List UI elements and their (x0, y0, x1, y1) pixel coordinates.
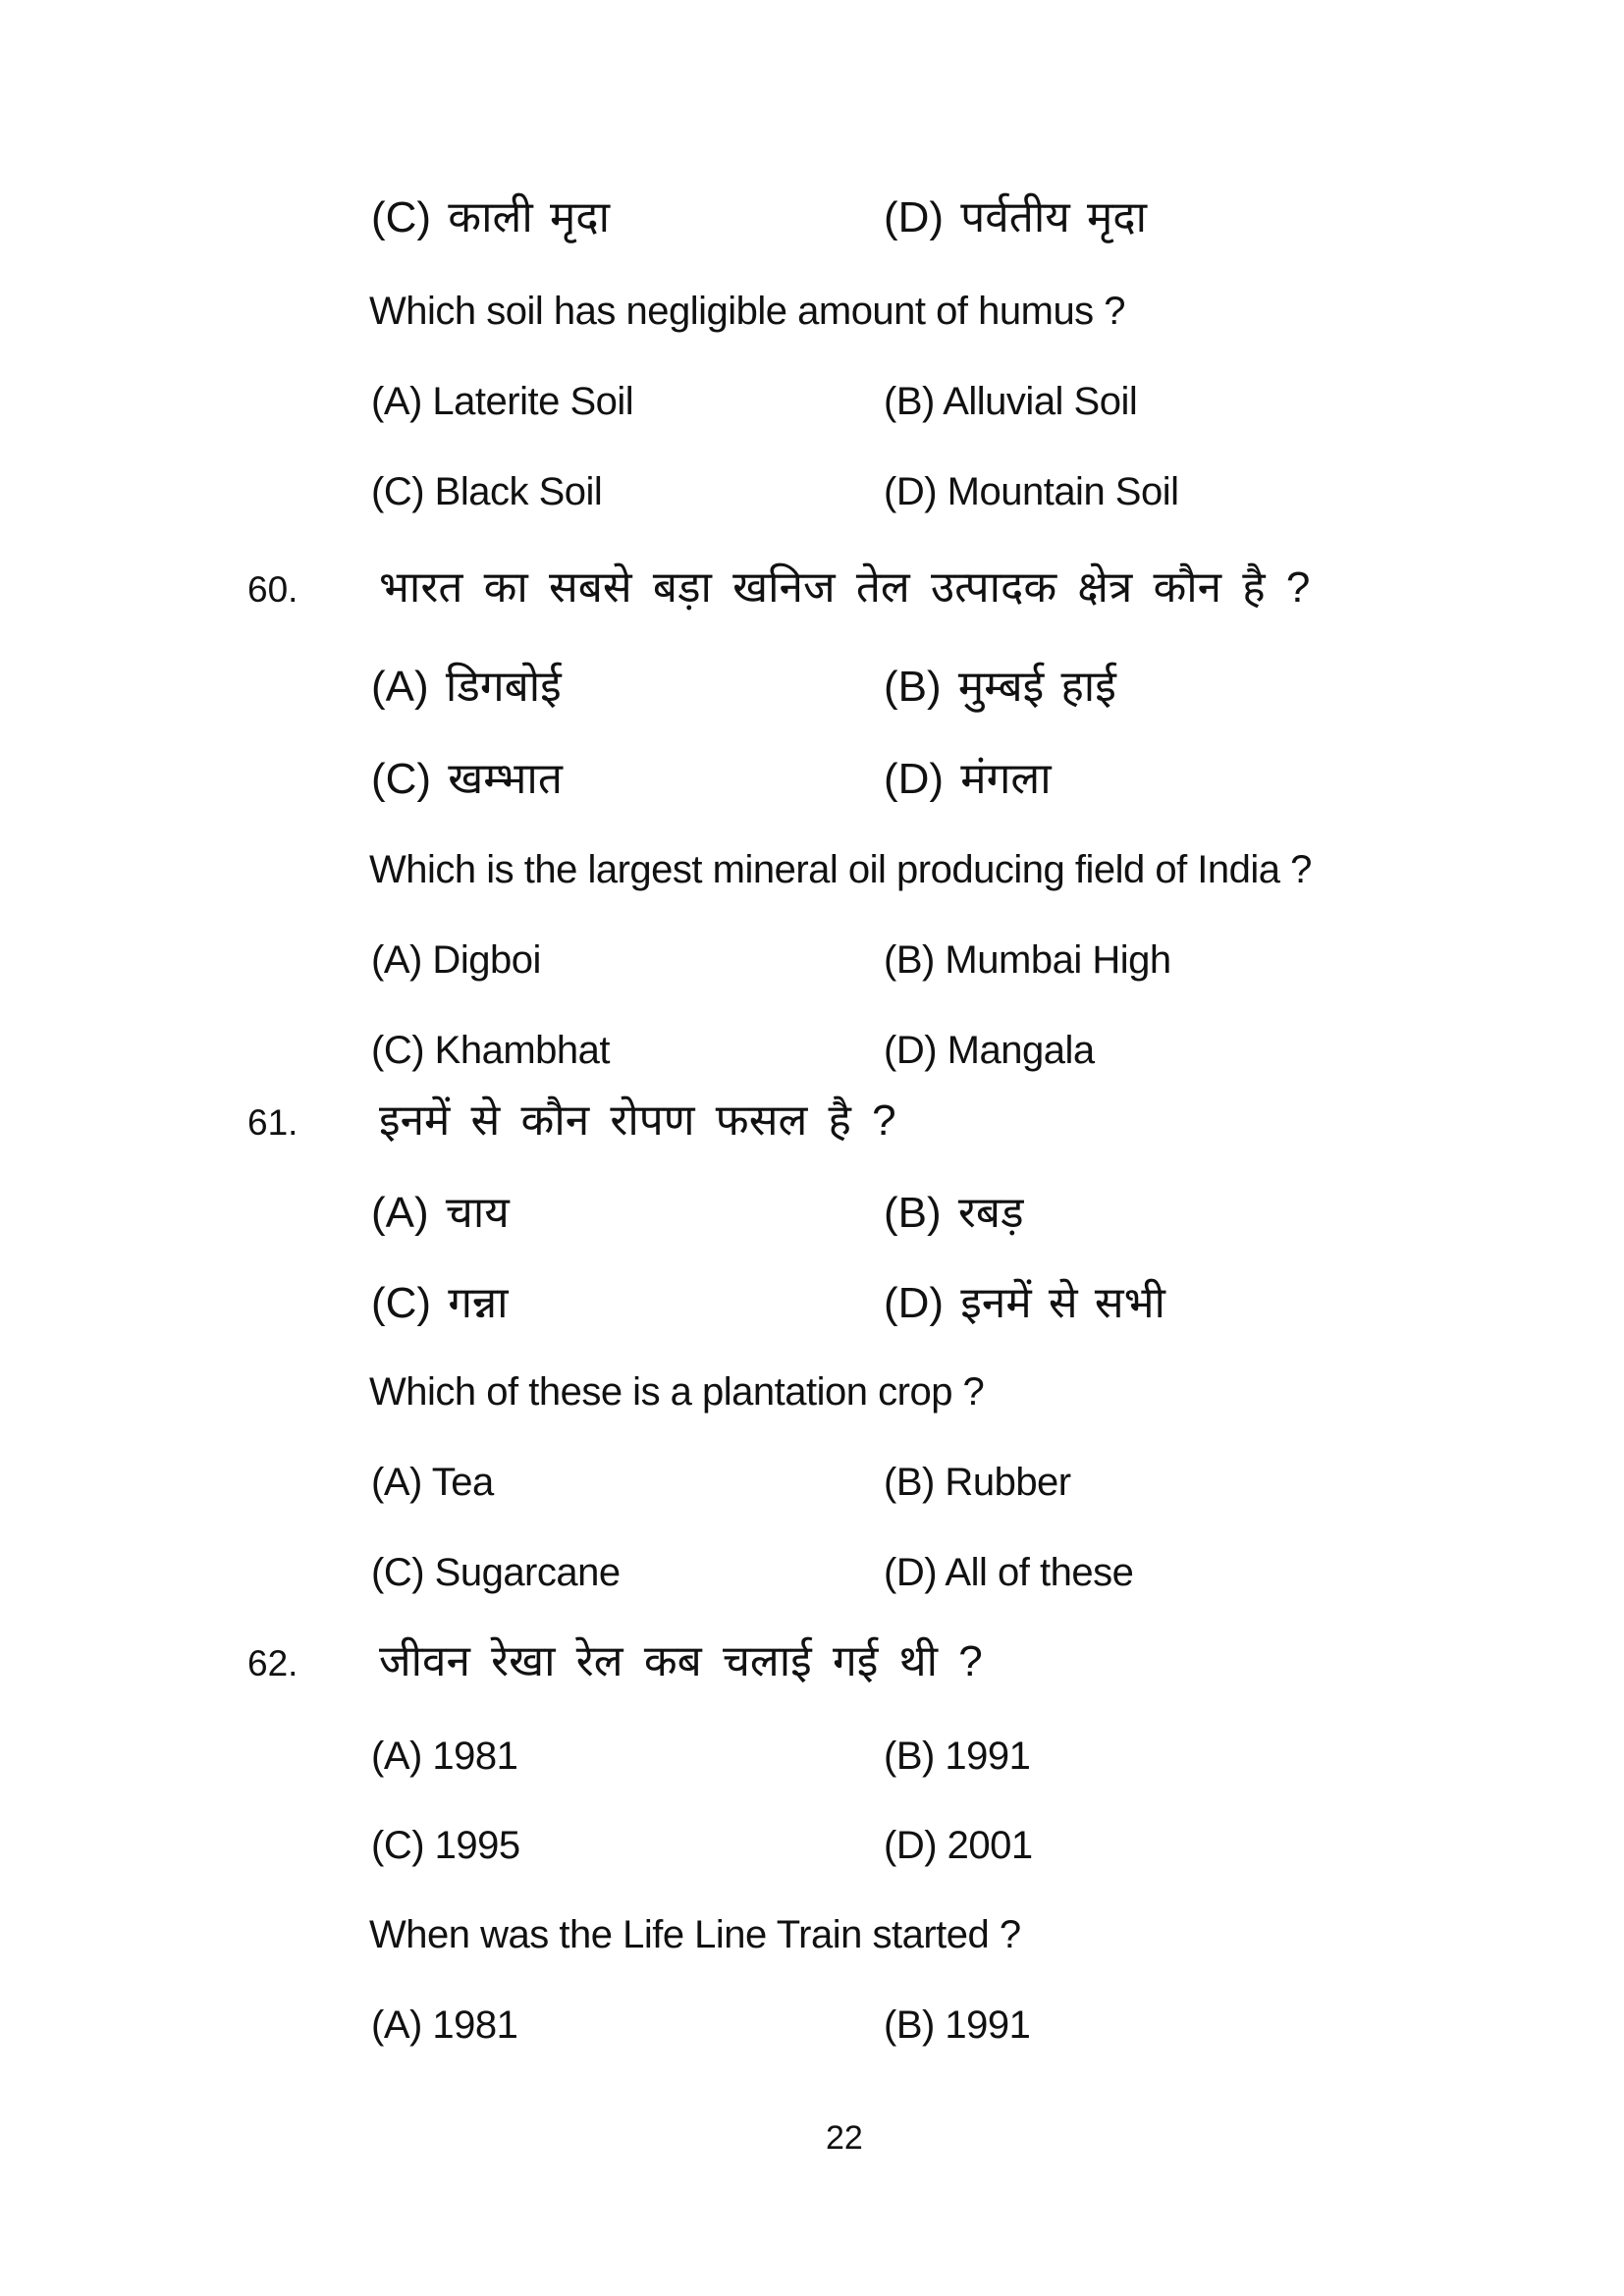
q61-english-options-cd-row (0, 1550, 1624, 1619)
q61-hindi-options-ab-row (0, 1189, 1624, 1257)
q62-option-a: (A) 1981 (371, 1735, 518, 1778)
q60-option-b-english: (B) Mumbai High (884, 938, 1171, 982)
q62-options-ab-row (0, 1734, 1624, 1802)
q62-option-b: (B) 1991 (884, 1735, 1031, 1778)
q62-english-question-row (0, 1912, 1624, 1981)
q62-hindi-question-row (0, 1637, 1624, 1706)
q61-hindi-options-cd-row (0, 1279, 1624, 1348)
q61-english-options-ab-row (0, 1460, 1624, 1528)
q61-question-english: Which of these is a plantation crop ? (369, 1370, 985, 1414)
q59-option-b-english: (B) Alluvial Soil (884, 380, 1138, 423)
q59-option-c-hindi: (C) काली मृदा (371, 193, 611, 241)
q62-number: 62. (247, 1643, 298, 1683)
q60-option-b-hindi: (B) मुम्बई हाई (884, 663, 1116, 711)
q62-option-c: (C) 1995 (371, 1824, 520, 1867)
q60-option-d-hindi: (D) मंगला (884, 755, 1052, 803)
q59-option-d-english: (D) Mountain Soil (884, 470, 1179, 513)
q60-question-hindi: भारत का सबसे बड़ा खनिज तेल उत्पादक क्षेत्र कौन है ? (379, 563, 1311, 612)
q62-option-b-english: (B) 1991 (884, 2003, 1031, 2047)
q60-hindi-question-row (0, 563, 1624, 632)
q61-number: 61. (247, 1102, 298, 1143)
q59-option-d-hindi: (D) पर्वतीय मृदा (884, 193, 1148, 241)
q61-option-c-english: (C) Sugarcane (371, 1551, 621, 1594)
q60-hindi-options-ab-row (0, 663, 1624, 731)
q61-question-hindi: इनमें से कौन रोपण फसल है ? (379, 1096, 896, 1145)
q60-option-a-english: (A) Digboi (371, 938, 541, 982)
q59-english-options-cd-row (0, 469, 1624, 538)
q61-option-a-english: (A) Tea (371, 1461, 494, 1504)
q60-question-english: Which is the largest mineral oil producing field of India ? (369, 848, 1312, 891)
q62-question-hindi: जीवन रेखा रेल कब चलाई गई थी ? (379, 1637, 983, 1685)
q61-option-b-english: (B) Rubber (884, 1461, 1071, 1504)
q59-hindi-options-cd-row (0, 193, 1624, 262)
page-number: 22 (826, 2119, 863, 2157)
q60-number: 60. (247, 569, 298, 610)
q60-option-a-hindi: (A) डिगबोई (371, 663, 562, 711)
q61-option-c-hindi: (C) गन्ना (371, 1279, 509, 1327)
q61-english-question-row (0, 1369, 1624, 1438)
q59-question-english: Which soil has negligible amount of humus ? (369, 290, 1126, 333)
q61-hindi-question-row (0, 1096, 1624, 1165)
q62-question-english: When was the Life Line Train started ? (369, 1913, 1021, 1956)
q59-english-options-ab-row (0, 379, 1624, 448)
q62-option-a-english: (A) 1981 (371, 2003, 518, 2047)
q60-option-c-hindi: (C) खम्भात (371, 755, 563, 803)
q60-hindi-options-cd-row (0, 755, 1624, 824)
q60-english-options-ab-row (0, 937, 1624, 1006)
q61-option-d-english: (D) All of these (884, 1551, 1134, 1594)
q62-option-d: (D) 2001 (884, 1824, 1033, 1867)
q61-option-b-hindi: (B) रबड़ (884, 1189, 1024, 1237)
q60-option-c-english: (C) Khambhat (371, 1029, 610, 1072)
q59-option-c-english: (C) Black Soil (371, 470, 603, 513)
q61-option-a-hindi: (A) चाय (371, 1189, 510, 1237)
q59-option-a-english: (A) Laterite Soil (371, 380, 634, 423)
q60-english-question-row (0, 847, 1624, 916)
q60-english-options-cd-row (0, 1028, 1624, 1096)
q62-options-cd-row (0, 1823, 1624, 1892)
q60-option-d-english: (D) Mangala (884, 1029, 1095, 1072)
q62-english-options-ab-row (0, 2002, 1624, 2071)
q61-option-d-hindi: (D) इनमें से सभी (884, 1279, 1165, 1327)
q59-english-question-row (0, 289, 1624, 357)
